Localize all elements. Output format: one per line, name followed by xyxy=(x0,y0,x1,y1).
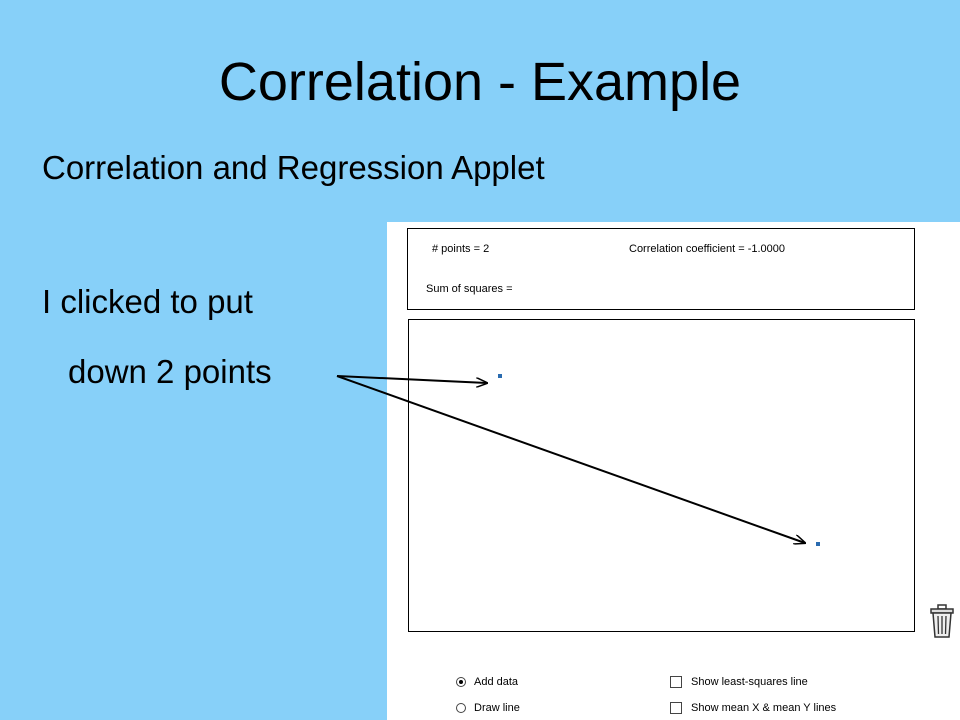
trash-can-icon[interactable] xyxy=(929,604,955,638)
draw-line-radio[interactable] xyxy=(456,702,520,714)
add-data-label: Add data xyxy=(474,676,519,688)
points-count: # points = 2 xyxy=(432,243,490,255)
data-point-1[interactable] xyxy=(498,374,502,378)
slide-title: Correlation - Example xyxy=(218,52,742,112)
show-least-squares-label: Show least-squares line xyxy=(691,676,808,688)
show-least-squares-checkbox[interactable] xyxy=(670,676,808,688)
correlation-applet xyxy=(387,222,960,720)
annotation-text-line2: down 2 points xyxy=(68,353,272,390)
add-data-radio[interactable] xyxy=(456,676,518,688)
data-point-2[interactable] xyxy=(816,542,820,546)
annotation-text-line1: I clicked to put xyxy=(42,283,253,320)
plot-area[interactable] xyxy=(408,319,915,632)
draw-line-label: Draw line xyxy=(474,702,520,714)
radio-unselected-icon[interactable] xyxy=(456,703,466,713)
sum-of-squares: Sum of squares = xyxy=(426,283,513,295)
checkbox-icon[interactable] xyxy=(670,676,682,688)
checkbox-icon[interactable] xyxy=(670,702,682,714)
radio-selected-icon[interactable] xyxy=(456,677,466,687)
show-mean-lines-label: Show mean X & mean Y lines xyxy=(691,702,837,714)
slide-subtitle: Correlation and Regression Applet xyxy=(42,149,545,186)
correlation-coefficient: Correlation coefficient = -1.0000 xyxy=(629,243,786,255)
stats-panel xyxy=(407,228,915,310)
show-mean-lines-checkbox[interactable] xyxy=(670,702,836,714)
